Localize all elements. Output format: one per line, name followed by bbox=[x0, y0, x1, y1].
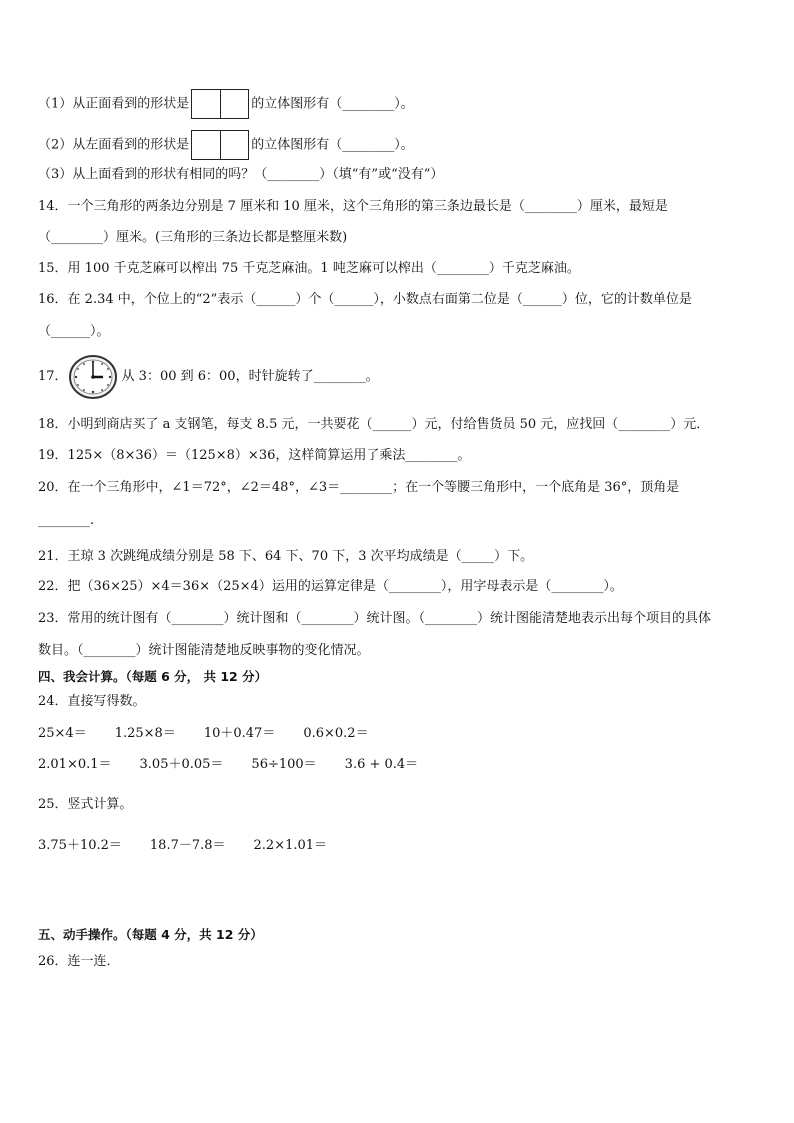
q22: 22．把（36×25）×4＝36×（25×4）运用的运算定律是（________），用字母表示是（________）。 bbox=[38, 579, 623, 594]
clock-icon bbox=[68, 354, 118, 400]
q17-text: 从 3：00 到 6：00，时针旋转了________。 bbox=[121, 369, 379, 384]
calc-item: 10＋0.47＝ bbox=[203, 726, 276, 741]
calc-item: 56÷100＝ bbox=[251, 757, 317, 772]
calc-item: 0.6×0.2＝ bbox=[303, 726, 369, 741]
q26: 26．连一连． bbox=[38, 954, 120, 969]
q13-part1 bbox=[38, 89, 414, 119]
calc-item: 25×4＝ bbox=[38, 726, 87, 741]
calc-item: 3.6 + 0.4＝ bbox=[344, 757, 419, 772]
section-4-heading: 四、我会计算。（每题 6 分， 共 12 分） bbox=[38, 669, 268, 684]
q13-part2-suffix: 的立体图形有（________）。 bbox=[251, 137, 414, 153]
q19: 19．125×（8×36）＝（125×8）×36，这样简算运用了乘法________。 bbox=[38, 448, 471, 463]
two-square-figure bbox=[191, 130, 249, 160]
q18: 18．小明到商店买了 a 支钢笔，每支 8.5 元，一共要花（______）元，付给售货员 50 元，应找回（________）元． bbox=[38, 417, 710, 432]
calc-item: 18.7－7.8＝ bbox=[149, 838, 226, 853]
q21: 21．王琼 3 次跳绳成绩分别是 58 下、64 下、70 下，3 次平均成绩是（_____）下。 bbox=[38, 549, 534, 564]
q20-line2: ________. bbox=[38, 513, 95, 528]
q17 bbox=[38, 354, 379, 400]
q13-part1-suffix: 的立体图形有（________）。 bbox=[251, 96, 414, 112]
q17-number: 17． bbox=[38, 369, 68, 384]
q14-line1: 14．一个三角形的两条边分别是 7 厘米和 10 厘米，这个三角形的第三条边最长是（________）厘米，最短是 bbox=[38, 199, 668, 214]
calc-item: 1.25×8＝ bbox=[114, 726, 176, 741]
q13-part2-prefix: （2）从左面看到的形状是 bbox=[38, 137, 190, 153]
q13-part3: （3）从上面看到的形状有相同的吗？（________）（填“有”或“没有”） bbox=[38, 167, 444, 182]
q13-part1-prefix: （1）从正面看到的形状是 bbox=[38, 96, 190, 112]
calc-item: 2.2×1.01＝ bbox=[253, 838, 328, 853]
calc-item: 2.01×0.1＝ bbox=[38, 757, 112, 772]
q24-row1 bbox=[38, 725, 397, 743]
q24-title: 24．直接写得数。 bbox=[38, 694, 146, 709]
calc-item: 3.75＋10.2＝ bbox=[38, 838, 122, 853]
q23-line2: 数目。（________）统计图能清楚地反映事物的变化情况。 bbox=[38, 643, 370, 658]
q25-items bbox=[38, 837, 355, 855]
q14-line2: （________）厘米。(三角形的三条边长都是整厘米数) bbox=[38, 230, 348, 245]
q16-line2: （______）。 bbox=[38, 324, 110, 339]
calc-item: 3.05＋0.05＝ bbox=[139, 757, 224, 772]
two-square-figure bbox=[191, 89, 249, 119]
q15: 15．用 100 千克芝麻可以榨出 75 千克芝麻油。1 吨芝麻可以榨出（________）千克芝麻油。 bbox=[38, 261, 580, 276]
q16-line1: 16．在 2.34 中，个位上的“2”表示（______）个（______），小数点右面第二位是（______）位，它的计数单位是 bbox=[38, 292, 692, 307]
section-5-heading: 五、动手操作。（每题 4 分，共 12 分） bbox=[38, 927, 263, 942]
q13-part2 bbox=[38, 130, 414, 160]
q25-title: 25．竖式计算。 bbox=[38, 797, 133, 812]
q24-row2 bbox=[38, 756, 446, 774]
q20-line1: 20．在一个三角形中，∠1＝72°，∠2＝48°，∠3＝________；在一个等腰三角形中，一个底角是 36°，顶角是 bbox=[38, 480, 680, 495]
q23-line1: 23．常用的统计图有（________）统计图和（________）统计图。（________）统计图能清楚地表示出每个项目的具体 bbox=[38, 611, 712, 626]
